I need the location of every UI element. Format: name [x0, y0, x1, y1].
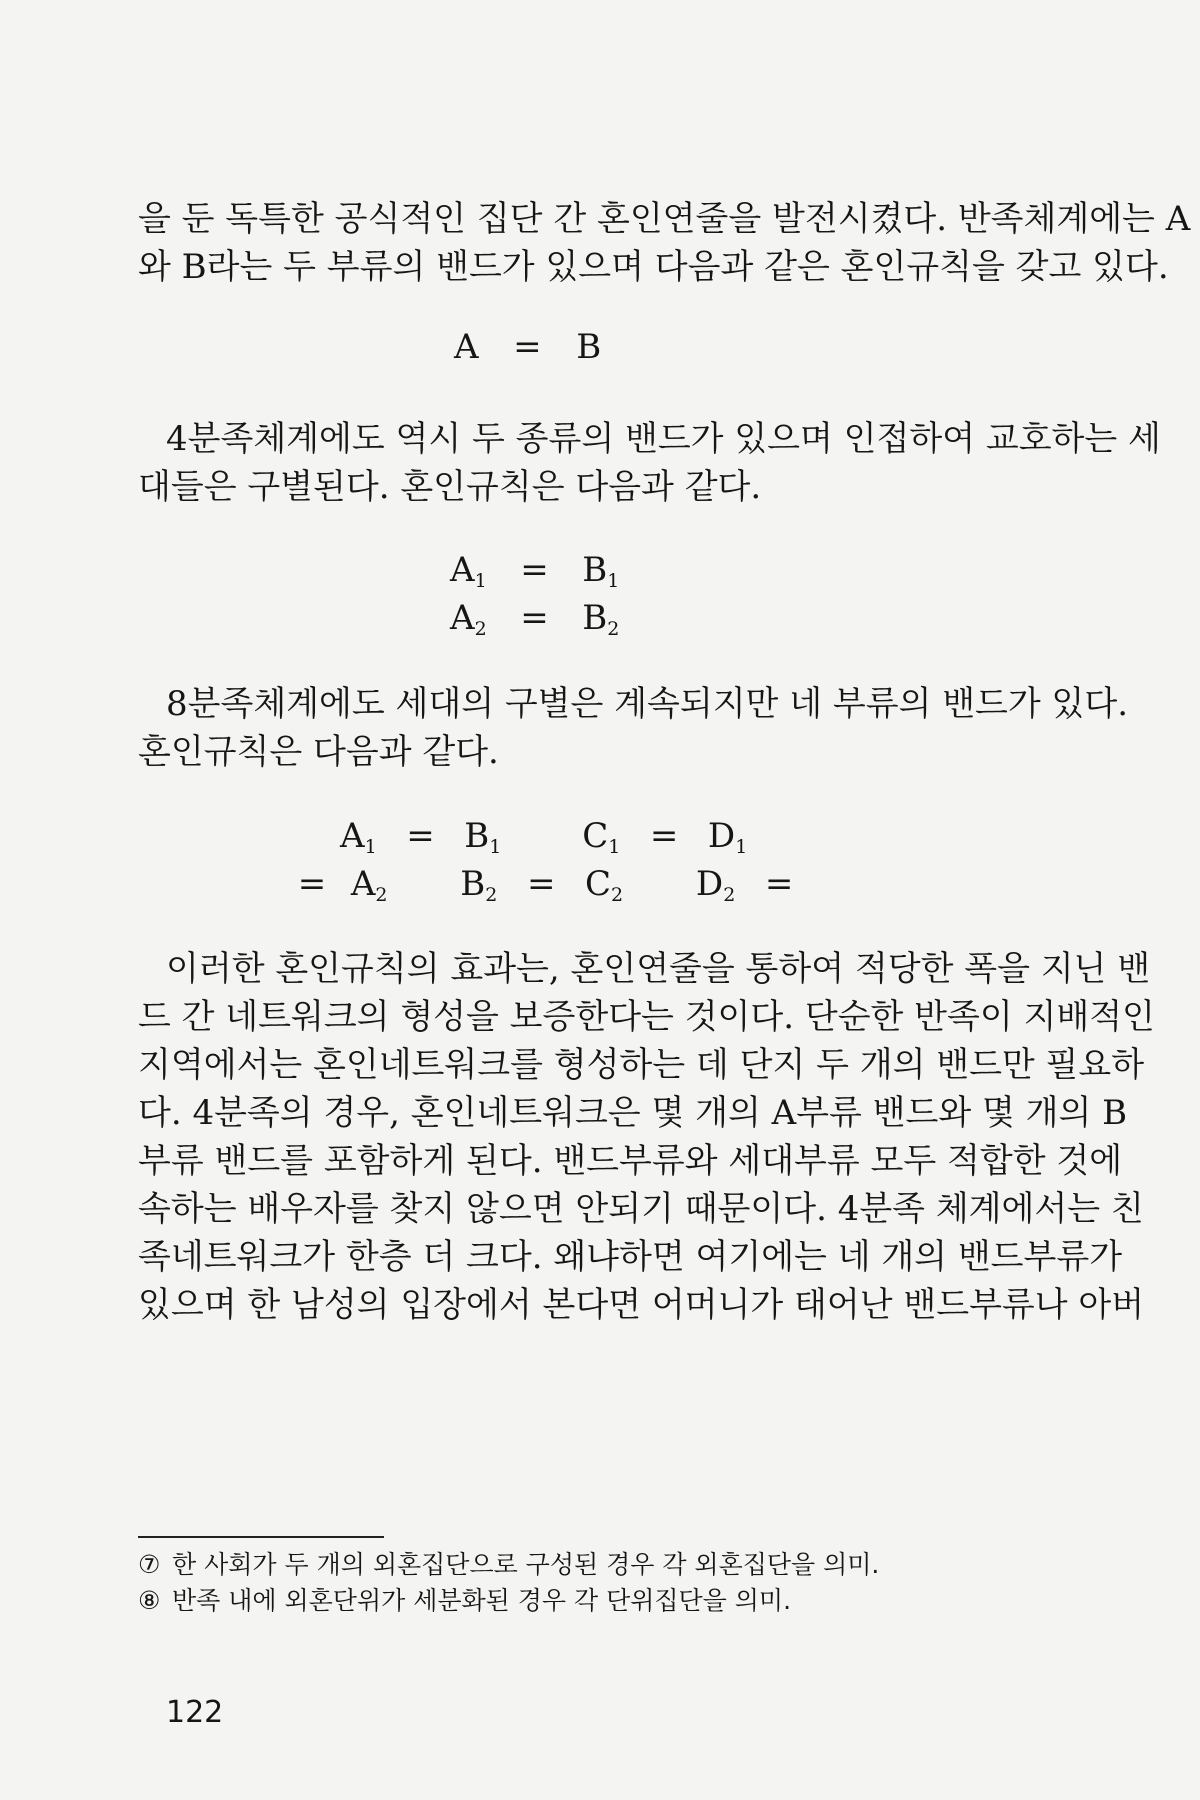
equation-section-2 [450, 594, 619, 653]
paragraph-line: 4분족체계에도 역시 두 종류의 밴드가 있으며 인접하여 교호하는 세 [166, 419, 1161, 459]
eq-term: $B_2$ [582, 598, 620, 640]
eq-term: $A_2$ [450, 598, 487, 640]
eq-term: $C_2$ [585, 864, 624, 906]
footnote-7 [138, 1548, 879, 1582]
eq-operator: = [520, 550, 549, 590]
eq-term: $A_2$ [350, 864, 388, 906]
paragraph-line: 와 B라는 두 부류의 밴드가 있으며 다음과 같은 혼인규칙을 갖고 있다. [138, 247, 1169, 287]
paragraph-line: 드 간 네트워크의 형성을 보증한다는 것이다. 단순한 반족이 지배적인 [138, 997, 1155, 1037]
eq-operator: = [526, 864, 556, 904]
equation-moiety [454, 323, 601, 371]
footnote-text: 반족 내에 외혼단위가 세분화된 경우 각 단위집단을 의미. [172, 1586, 792, 1615]
eq-operator: = [520, 598, 549, 638]
eq-operator: = [406, 816, 435, 856]
eq-operator: = [513, 327, 542, 367]
eq-term: A [454, 327, 479, 367]
eq-term: $B_1$ [582, 550, 620, 592]
paragraph-line: 대들은 구별된다. 혼인규칙은 다음과 같다. [138, 467, 762, 507]
footnote-divider [138, 1536, 384, 1538]
footnote-marker: ⑦ [138, 1550, 161, 1579]
paragraph-line: 족네트워크가 한층 더 크다. 왜냐하면 여기에는 네 개의 밴드부류가 [138, 1237, 1123, 1277]
paragraph-line: 속하는 배우자를 찾지 않으면 안되기 때문이다. 4분족 체계에서는 친 [138, 1189, 1144, 1229]
paragraph-line: 이러한 혼인규칙의 효과는, 혼인연줄을 통하여 적당한 폭을 지닌 밴 [166, 949, 1151, 989]
paragraph-line: 지역에서는 혼인네트워크를 형성하는 데 단지 두 개의 밴드만 필요하 [138, 1045, 1145, 1085]
page-number: 122 [166, 1695, 224, 1730]
paragraph-line: 혼인규칙은 다음과 같다. [138, 732, 499, 772]
eq-term: $D_1$ [707, 816, 748, 858]
eq-term: $B_2$ [460, 864, 498, 906]
paragraph-line: 부류 밴드를 포함하게 된다. 밴드부류와 세대부류 모두 적합한 것에 [138, 1141, 1123, 1181]
eq-term: $A_1$ [340, 816, 377, 858]
eq-term: $C_1$ [582, 816, 621, 858]
footnote-8 [138, 1584, 791, 1618]
eq-term: $B_1$ [464, 816, 502, 858]
eq-operator: = [649, 816, 679, 856]
footnote-marker: ⑧ [138, 1586, 161, 1615]
eq-operator: = [297, 864, 327, 904]
paragraph-line: 을 둔 독특한 공식적인 집단 간 혼인연줄을 발전시켰다. 반족체계에는 A [138, 199, 1191, 239]
paragraph-line: 다. 4분족의 경우, 혼인네트워크은 몇 개의 A부류 밴드와 몇 개의 B [138, 1093, 1128, 1133]
paragraph-line: 있으며 한 남성의 입장에서 본다면 어머니가 태어난 밴드부류나 아버 [138, 1285, 1145, 1325]
eq-term: $A_1$ [450, 550, 487, 592]
paragraph-line: 8분족체계에도 세대의 구별은 계속되지만 네 부류의 밴드가 있다. [166, 684, 1129, 724]
eq-term: B [576, 327, 602, 367]
footnote-text: 한 사회가 두 개의 외혼집단으로 구성된 경우 각 외혼집단을 의미. [172, 1550, 880, 1579]
equation-subsection-2 [284, 860, 812, 919]
eq-term: $D_2$ [695, 864, 736, 906]
eq-operator: = [764, 864, 794, 904]
